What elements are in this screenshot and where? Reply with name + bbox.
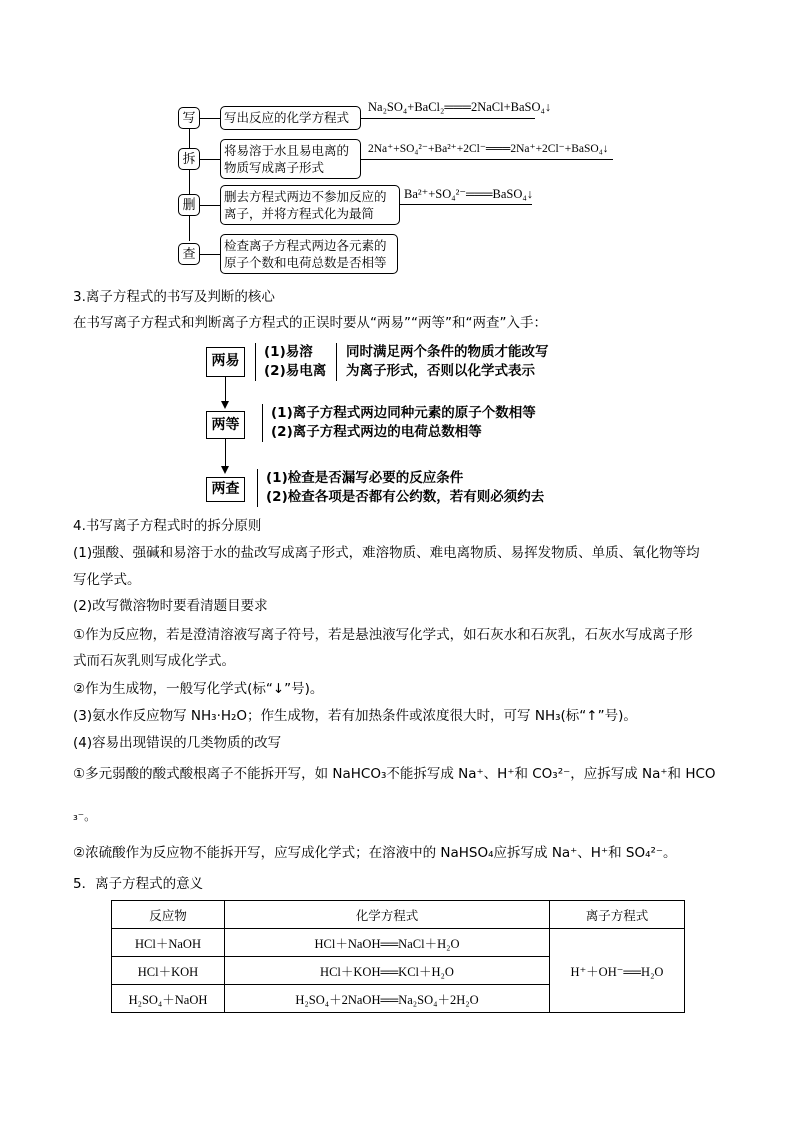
arrow-down-icon — [221, 401, 229, 409]
box-two-easy: 两易 — [206, 347, 245, 377]
step-check-desc: 检查离子方程式两边各元素的原子个数和电荷总数是否相等 — [220, 234, 398, 274]
section4-p2: (2)改写微溶物时要看清题目要求 — [73, 598, 268, 614]
table-row — [112, 929, 685, 957]
section4-p6: (4)容易出现错误的几类物质的改写 — [73, 735, 282, 751]
table-header: 反应物 — [112, 901, 225, 929]
step-write-box: 写 — [178, 107, 200, 129]
two-equal-items: (1)离子方程式两边同种元素的原子个数相等 (2)离子方程式两边的电荷总数相等 — [262, 404, 536, 442]
ionic-equation-cell: H⁺＋OH⁻══H₂O — [550, 929, 685, 1013]
two-check-items: (1)检查是否漏写必要的反应条件 (2)检查各项是否都有公约数，若有则必须约去 — [257, 469, 544, 507]
section5-heading: 5．离子方程式的意义 — [73, 876, 204, 892]
step-write-equation: Na₂SO₄+BaCl₂═══2NaCl+BaSO₄↓ — [368, 100, 552, 114]
equation-cell: H₂SO₄＋2NaOH══Na₂SO₄＋2H₂O — [225, 985, 550, 1013]
arrow-down-icon — [221, 466, 229, 474]
step-split-box: 拆 — [178, 148, 200, 170]
reactant-cell: HCl＋NaOH — [112, 929, 225, 957]
section4-p3b: 式而石灰乳则写成化学式。 — [73, 653, 235, 669]
step-delete-desc: 删去方程式两边不参加反应的离子，并将方程式化为最简 — [220, 185, 400, 225]
two-easy-items: (1)易溶 (2)易电离 — [255, 343, 326, 381]
section4-p7a: ①多元弱酸的酸式酸根离子不能拆开写，如 NaHCO₃不能拆写成 Na⁺、H⁺和 CO₃²⁻，应拆写成 Na⁺和 HCO — [73, 766, 716, 782]
box-two-check: 两查 — [206, 477, 245, 502]
section4-p1a: (1)强酸、强碱和易溶于水的盐改写成离子形式，难溶物质、难电离物质、易挥发物质、单质、氧化物等均 — [73, 545, 700, 561]
equation-cell: HCl＋KOH══KCl＋H₂O — [225, 957, 550, 985]
section3-heading: 3.离子方程式的书写及判断的核心 — [73, 289, 275, 305]
section3-intro: 在书写离子方程式和判断离子方程式的正误时要从“两易”“两等”和“两查”入手： — [73, 315, 547, 331]
step-split-equation: 2Na⁺+SO₄²⁻+Ba²⁺+2Cl⁻═══2Na⁺+2Cl⁻+BaSO₄↓ — [368, 143, 609, 155]
table-header: 离子方程式 — [550, 901, 685, 929]
two-easy-note: 同时满足两个条件的物质才能改写 为离子形式，否则以化学式表示 — [336, 343, 549, 381]
reactant-cell: H₂SO₄＋NaOH — [112, 985, 225, 1013]
section4-heading: 4.书写离子方程式时的拆分原则 — [73, 518, 262, 534]
equation-cell: HCl＋NaOH══NaCl＋H₂O — [225, 929, 550, 957]
step-write-desc: 写出反应的化学方程式 — [220, 106, 361, 130]
section4-p7b: ₃⁻。 — [73, 809, 97, 823]
section4-p8: ②浓硫酸作为反应物不能拆开写，应写成化学式；在溶液中的 NaHSO₄应拆写成 Na⁺、H⁺和 SO₄²⁻。 — [73, 845, 677, 861]
step-delete-equation: Ba²⁺+SO₄²⁻═══BaSO₄↓ — [404, 187, 534, 201]
section4-p5: (3)氨水作反应物写 NH₃·H₂O；作生成物，若有加热条件或浓度很大时，可写 NH₃(标“↑”号)。 — [73, 708, 637, 724]
flow-connector — [189, 127, 190, 241]
step-split-desc: 将易溶于水且易电离的物质写成离子形式 — [220, 139, 361, 179]
ionic-equation-meaning-table — [111, 900, 685, 1013]
reactant-cell: HCl＋KOH — [112, 957, 225, 985]
section4-p3a: ①作为反应物，若是澄清溶液写离子符号，若是悬浊液写化学式，如石灰水和石灰乳，石灰水写成离子形 — [73, 627, 693, 643]
step-check-box: 查 — [178, 243, 200, 265]
box-two-equal: 两等 — [206, 411, 245, 439]
section4-p1b: 写化学式。 — [73, 572, 141, 588]
section4-p4: ②作为生成物，一般写化学式(标“↓”号)。 — [73, 681, 324, 697]
step-delete-box: 删 — [178, 194, 200, 216]
table-header: 化学方程式 — [225, 901, 550, 929]
